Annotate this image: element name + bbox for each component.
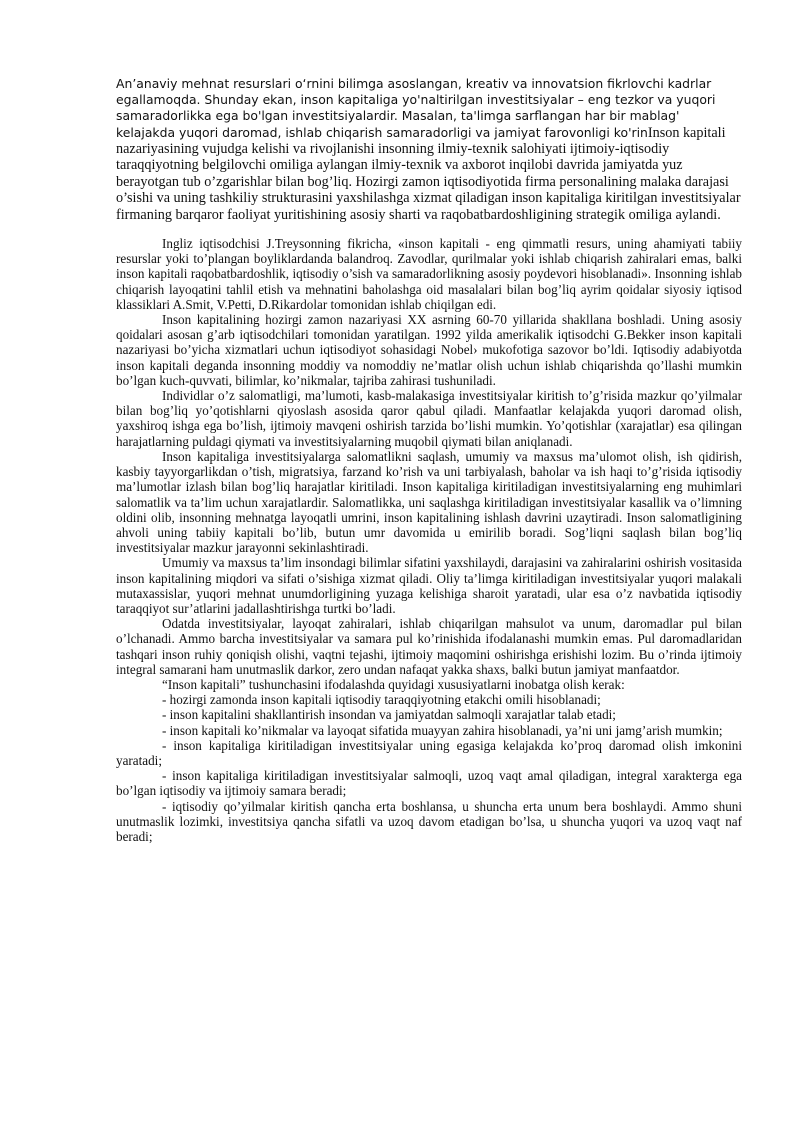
paragraph-6: Odatda investitsiyalar, layoqat zahiralari, ishlab chiqarilgan mahsulot va unum, daromadlar pul bilan o’lchanadi. Ammo barcha investitsiyalar va samara pul ko’rinishida ifodalanashi mumkin emas. Pul daromadlaridan tashqari inson ruhiy qoniqish olishi, vaqtni tejashi, ijtimoiy maqomini oshirishga erishishi lozim. Bu o’rinda ijtimoiy integral samarani ham unutmaslik darkor, zero undan nafaqat yakka shaxs, balki butun jamiyat manfaatdor. bbox=[116, 616, 742, 677]
list-item-3: - inson kapitali ko’nikmalar va layoqat sifatida muayyan zahira hisoblanadi, ya’ni uni jamg’arish mumkin; bbox=[162, 722, 723, 738]
paragraph-4: Inson kapitaliga investitsiyalarga salomatlikni saqlash, umumiy va maxsus ma’ulomot olish, ish qidirish, kasbiy tayyorgarlikdan o’tish, migratsiya, farzand ko’rish va uni tarbiyalash, baholar va ish haqi to’g’risida iqtisodiy ma’lumotlar izlash bilan bog’liq harajatlar kiritiladi. Inson kapitaliga kiritiladigan investitsiyalarning eng muhimlari salomatlik va ta’lim uchun xarajatlardir. Salomatlikka, uni saqlashga kiritiladigan investitsiyalar kasallik va o’limning oldini olib, insonning mehnatga layoqatli umrini, inson kapitalining ishlash davrini uzaytiradi. Inson salomatligining ahvoli uning tabiiy kapitali bo’lib, butun umr davomida u emirilib boradi. Sog’liqni saqlash bilan bog’liq investitsiyalar mazkur jarayonni sekinlashtiradi. bbox=[116, 448, 742, 556]
list-item-2: - inson kapitalini shakllantirish insondan va jamiyatdan salmoqli xarajatlar talab etadi; bbox=[162, 707, 616, 723]
list-item-6: - iqtisodiy qo’yilmalar kiritish qancha erta boshlansa, u shuncha erta unum bera boshlaydi. Ammo shuni unutmaslik lozimki, investitsiya qancha sifatli va uzoq davom etadigan bo’lsa, u shuncha yuqori va uzoq vaqt naf beradi; bbox=[116, 798, 742, 844]
list-item-1: - hozirgi zamonda inson kapitali iqtisodiy taraqqiyotning etakchi omili hisoblanadi; bbox=[162, 692, 601, 708]
list-intro: “Inson kapitali” tushunchasini ifodalashda quyidagi xususiyatlarni inobatga olish kerak: bbox=[162, 676, 625, 692]
body-text bbox=[116, 236, 742, 844]
document-page bbox=[116, 76, 742, 844]
paragraph-2: Inson kapitalining hozirgi zamon nazariyasi XX asrning 60-70 yillarida shakllana boshladi. Uning asosiy qoidalari asosan g’arb iqtisodchilari tomonidan yaratilgan. 1992 yilda amerikalik iqtisodchi G.Bekker inson kapitali nazariyasi bo’yicha xizmatlari uchun iqtisodiyot sohasidagi Nobel› mukofotiga sazovor bo’ldi. Iqtisodiy adabiyotda inson kapitali deganda insonning moddiy va nomoddiy ne’matlar olish uchun ishlab chiqarishda qo’llashi mumkin bo’lgan kuch-quvvati, bilimlar, ko’nikmalar, tajriba zahirasi tushuniladi. bbox=[116, 312, 742, 388]
intro-paragraph bbox=[116, 76, 742, 223]
list-item-5: - inson kapitaliga kiritiladigan investitsiyalar salmoqli, uzoq vaqt amal qiladigan, integral xarakterga ega bo’lgan iqtisodiy va ijtimoiy samara beradi; bbox=[116, 768, 742, 799]
paragraph-1: Ingliz iqtisodchisi J.Treysonning fikricha, «inson kapitali - eng qimmatli resurs, uning ahamiyati tabiiy resurslar yoki to’plangan boyliklardanda balandroq. Zavodlar, qurilmalar yoki ishlab chiqarish zahiralari emas, balki inson kapitali raqobatbardoshlik, iqtisodiy o’sish va samaradorlikning asosiy poydevori hisoblanadi». Insonning ishlab chiqarish layoqatini tahlil etish va mehnatini baholashga oid masalalari bilan bog’liq ayrim qoidalar siyosiy iqtisod klassiklari A.Smit, V.Petti, D.Rikardolar tomonidan ishlab chiqilgan edi. bbox=[116, 236, 742, 312]
intro-serif-text: Inson kapitali nazariyasining vujudga kelishi va rivojlanishi insonning ilmiy-texnik salohiyati ijtimoiy-iqtisodiy taraqqiyotning belgilovchi omiliga aylangan ilmiy-texnik va axborot inqilobi davrida jamiyatda yuz berayotgan tub o’zgarishlar bilan bog’liq. Hozirgi zamon iqtisodiyotida firma personalining malaka darajasi o’sishi va uning tashkiliy strukturasini yaxshilashga xizmat qiladigan inson kapitaliga kiritilgan investitsiyalar firmaning barqaror faoliyat yuritishining asosiy sharti va raqobatbardoshligining strategik omiliga aylandi. bbox=[116, 124, 741, 223]
intro-text bbox=[116, 76, 742, 223]
intro-sans-text: An’anaviy mehnat resurslari o‘rnini bilimga asoslangan, kreativ va innovatsion fikrlovchi kadrlar egallamoqda. Shunday ekan, inson kapitaliga yo'naltirilgan investitsiyalar – eng tezkor va yuqori samaradorlikka ega bo'lgan investitsiyalardir. Masalan, ta'limga sarflangan har bir mablag' kelajakda yuqori daromad, ishlab chiqarish samaradorligi va jamiyat farovonligi ko'rin bbox=[116, 76, 716, 140]
list-item-4: - inson kapitaliga kiritiladigan investitsiyalar uning egasiga kelajakda ko’proq daromad olish imkonini yaratadi; bbox=[116, 737, 742, 768]
paragraph-3: Individlar o’z salomatligi, ma’lumoti, kasb-malakasiga investitsiyalar kiritish to’g’risida mazkur qo’yilmalar bilan bog’liq yo’qotishlarni qiyoslash asosida qaror qabul qiladi. Manfaatlar kelajakda yuqori daromad olish, yaxshiroq ishga ega bo’lish, ijtimoiy mavqeni oshirish tarzida bo’lishi mumkin. Yo’qotishlar (xarajatlar) esa qilingan harajatlarning puldagi qiymati va investitsiyalarning muqobil qiymati bilan aniqlanadi. bbox=[116, 388, 742, 449]
paragraph-5: Umumiy va maxsus ta’lim insondagi bilimlar sifatini yaxshilaydi, darajasini va zahiralarini oshirish vositasida inson kapitalining miqdori va sifati o’sishiga xizmat qiladi. Oliy ta’limga kiritiladigan investitsiyalar yuqori malakali mutaxassislar, yuqori mehnat unumdorligining yuzaga kelishiga sharoit yaratadi, ular esa o’z navbatida iqtisodiy taraqqiyot sur’atlarini jadallashtirishga turtki bo’ladi. bbox=[116, 555, 742, 616]
